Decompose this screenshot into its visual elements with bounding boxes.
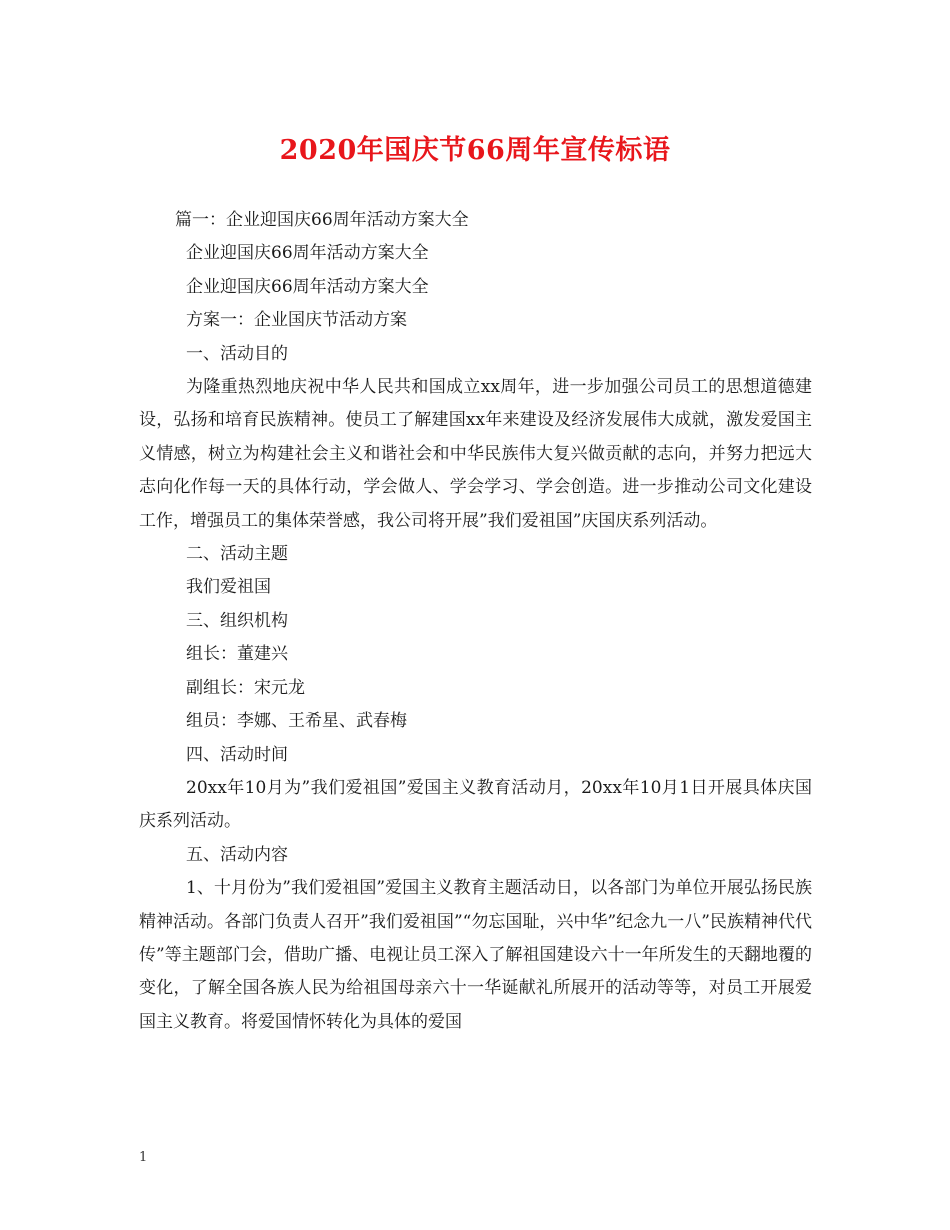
paragraph-subtitle: 企业迎国庆66周年活动方案大全 xyxy=(186,276,429,297)
paragraph-content-body: 1、十月份为”我们爱祖国”爱国主义教育主题活动日，以各部门为单位开展弘扬民族精神活动。各部门负责人召开”我们爱祖国”“勿忘国耻，兴中华”纪念九一八”民族精神代代传”等主题部门会，借助广播、电视让员工深入了解祖国建设六十一年所发生的天翻地覆的变化，了解全国各族人民为给祖国母亲六十一华诞献礼所展开的活动等等，对员工开展爱国主义教育。将爱国情怀转化为具体的爱国 xyxy=(139,878,812,1032)
paragraph-leader: 组长：董建兴 xyxy=(186,644,288,665)
paragraph-heading-theme: 二、活动主题 xyxy=(186,544,288,565)
document-body xyxy=(139,204,812,1039)
paragraph-purpose-body: 为隆重热烈地庆祝中华人民共和国成立xx周年，进一步加强公司员工的思想道德建设，弘扬和培育民族精神。使员工了解建国xx年来建设及经济发展伟大成就，激发爱国主义情感，树立为构建社会主义和谐社会和中华民族伟大复兴做贡献的志向，并努力把远大志向化作每一天的具体行动，学会做人、学会学习、学会创造。进一步推动公司文化建设工作，增强员工的集体荣誉感，我公司将开展”我们爱祖国”庆国庆系列活动。 xyxy=(139,377,812,531)
paragraph-time-body: 20xx年10月为”我们爱祖国”爱国主义教育活动月，20xx年10月1日开展具体庆国庆系列活动。 xyxy=(139,777,812,832)
paragraph-heading-organization: 三、组织机构 xyxy=(186,610,288,631)
page-number: 1 xyxy=(139,1150,148,1165)
document-title: 2020年国庆节66周年宣传标语 xyxy=(279,135,671,166)
paragraph-theme-body: 我们爱祖国 xyxy=(186,577,271,598)
paragraph-deputy-leader: 副组长：宋元龙 xyxy=(186,677,305,698)
paragraph-heading-content: 五、活动内容 xyxy=(186,844,288,865)
paragraph-plan-heading: 方案一：企业国庆节活动方案 xyxy=(186,310,407,331)
paragraph-subtitle: 企业迎国庆66周年活动方案大全 xyxy=(186,243,429,264)
paragraph-heading-purpose: 一、活动目的 xyxy=(186,343,288,364)
paragraph-heading-time: 四、活动时间 xyxy=(186,744,288,765)
paragraph-section-heading: 篇一：企业迎国庆66周年活动方案大全 xyxy=(175,210,469,230)
paragraph-members: 组员：李娜、王希星、武春梅 xyxy=(186,711,407,732)
